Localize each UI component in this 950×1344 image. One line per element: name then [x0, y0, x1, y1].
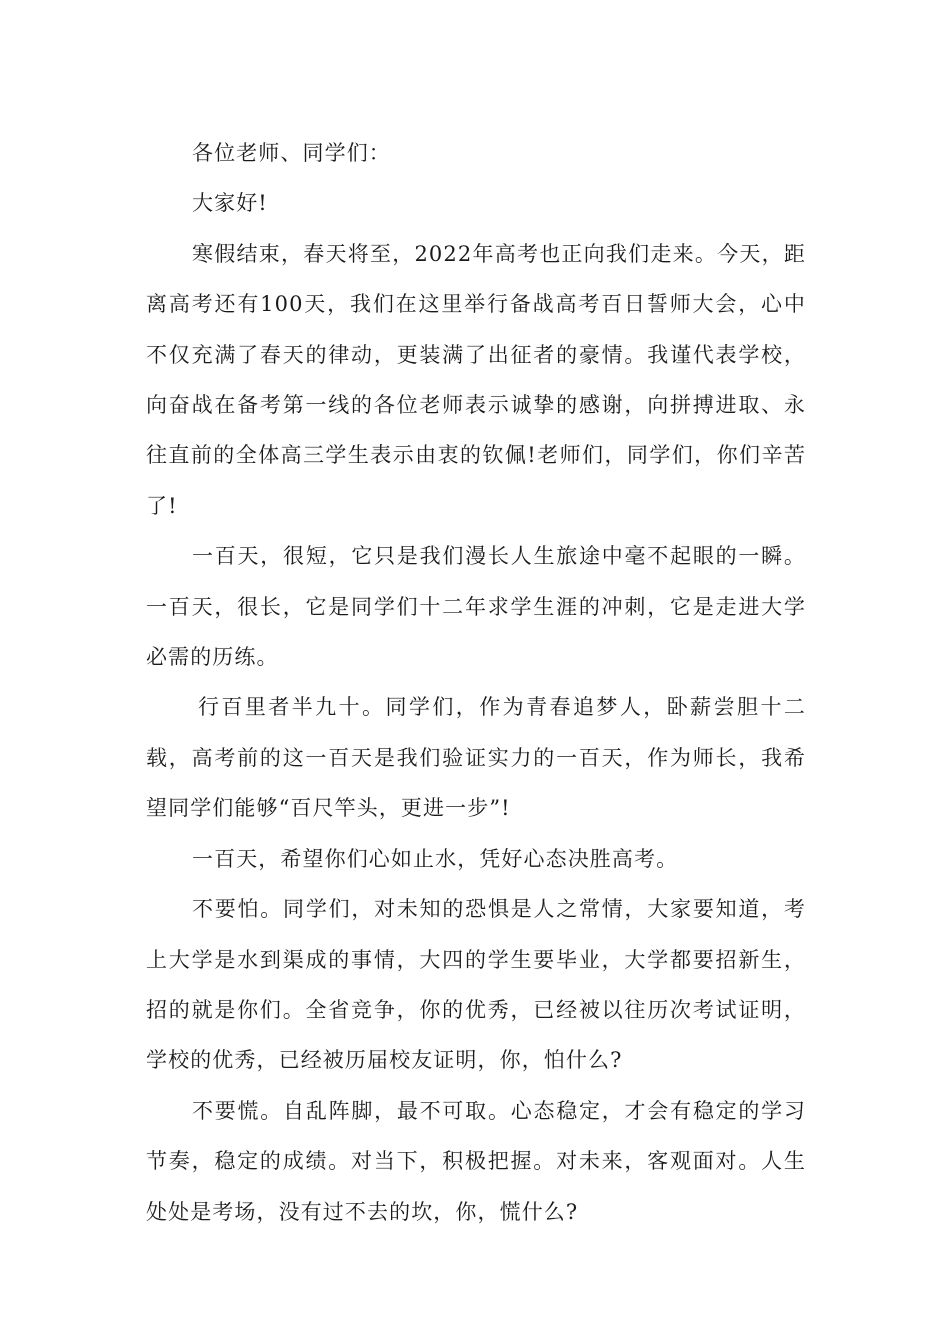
paragraph: 行百里者半九十。同学们，作为青春追梦人，卧薪尝胆十二载，高考前的这一百天是我们验证实力的一百天，作为师长，我希望同学们能够“百尺竿头，更进一步”! — [146, 695, 806, 821]
paragraph: 一百天，很短，它只是我们漫长人生旅途中毫不起眼的一瞬。一百天，很长，它是同学们十二年求学生涯的冲刺，它是走进大学必需的历练。 — [146, 544, 806, 670]
speech-body — [146, 128, 806, 1237]
paragraph: 寒假结束，春天将至，2022年高考也正向我们走来。今天，距离高考还有100天，我们在这里举行备战高考百日誓师大会，心中不仅充满了春天的律动，更装满了出征者的豪情。我谨代表学校，向奋战在备考第一线的各位老师表示诚挚的感谢，向拼搏进取、永往直前的全体高三学生表示由衷的钦佩!老师们，同学们，你们辛苦了! — [146, 241, 806, 518]
greeting: 大家好! — [192, 191, 268, 216]
paragraph: 不要怕。同学们，对未知的恐惧是人之常情，大家要知道，考上大学是水到渠成的事情，大四的学生要毕业，大学都要招新生，招的就是你们。全省竞争，你的优秀，已经被以往历次考试证明，学校的优秀，已经被历届校友证明，你，怕什么? — [146, 897, 806, 1073]
paragraph: 一百天，希望你们心如止水，凭好心态决胜高考。 — [192, 846, 679, 871]
salutation: 各位老师、同学们： — [192, 141, 391, 165]
paragraph: 不要慌。自乱阵脚，最不可取。心态稳定，才会有稳定的学习节奏，稳定的成绩。对当下，积极把握。对未来，客观面对。人生处处是考场，没有过不去的坎，你，慌什么? — [146, 1098, 806, 1224]
